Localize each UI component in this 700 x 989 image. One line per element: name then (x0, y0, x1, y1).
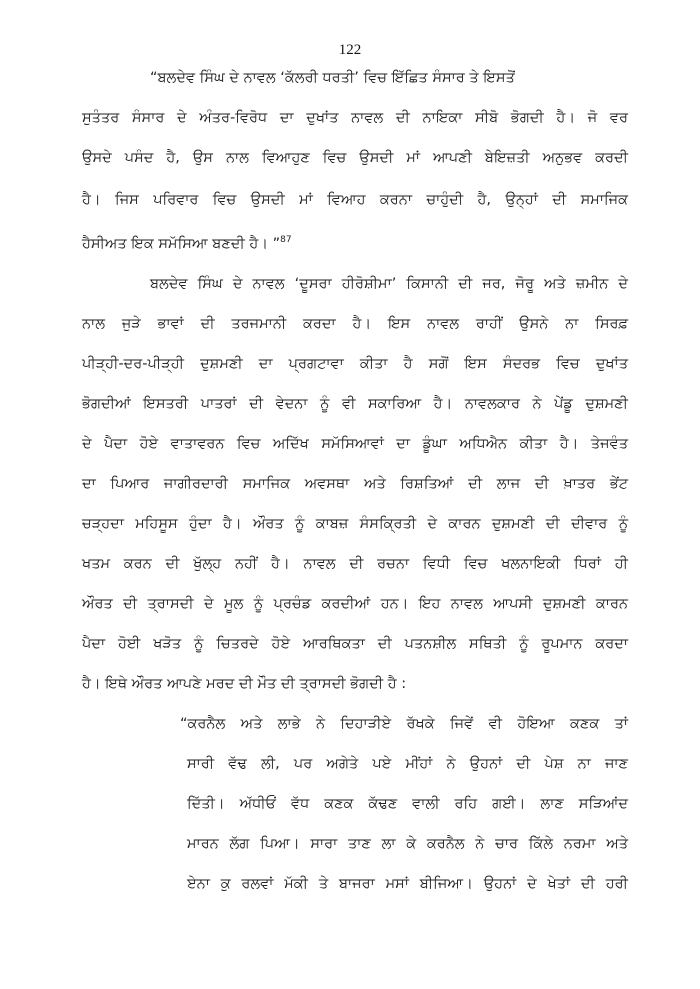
text-line: ਪੈਦਾ ਹੋਈ ਖੜੋਤ ਨੂੰ ਚਿਤਰਦੇ ਹੋਏ ਆਰਥਿਕਤਾ ਦੀ ਪਤਨਸ਼ੀਲ ਸਥਿਤੀ ਨੂੰ ਰੂਪਮਾਨ ਕਰਦਾ (82, 636, 628, 652)
text-line: ਬਲਦੇਵ ਸਿੰਘ ਦੇ ਨਾਵਲ ‘ਦੂਸਰਾ ਹੀਰੋਸ਼ੀਮਾ’ ਕਿਸਾਨੀ ਦੀ ਜਰ, ਜੋਰੂ ਅਤੇ ਜ਼ਮੀਨ ਦੇ (150, 276, 628, 292)
footnote-ref: 87 (280, 235, 292, 245)
text-line: ਦਿੱਤੀ। ਅੱਧੀਓਂ ਵੱਧ ਕਣਕ ਕੱਢਣ ਵਾਲੀ ਰਹਿ ਗਈ। ਲਾਣ ਸੜਿਆਂਦ (187, 796, 628, 812)
text-line: ਪੀੜ੍ਹੀ-ਦਰ-ਪੀੜ੍ਹੀ ਦੁਸ਼ਮਣੀ ਦਾ ਪ੍ਰਗਟਾਵਾ ਕੀਤਾ ਹੈ ਸਗੋਂ ਇਸ ਸੰਦਰਭ ਵਿਚ ਦੁਖਾਂਤ (82, 356, 628, 372)
text-line: ਔਰਤ ਦੀ ਤ੍ਰਾਸਦੀ ਦੇ ਮੂਲ ਨੂੰ ਪ੍ਰਚੰਡ ਕਰਦੀਆਂ ਹਨ। ਇਹ ਨਾਵਲ ਆਪਸੀ ਦੁਸ਼ਮਣੀ ਕਾਰਨ (82, 596, 628, 612)
text-line: ਹੈ। ਇਥੇ ਔਰਤ ਆਪਣੇ ਮਰਦ ਦੀ ਮੌਤ ਦੀ ਤ੍ਰਾਸਦੀ ਭੋਗਦੀ ਹੈ : (82, 676, 407, 692)
text-line: ਖਤਮ ਕਰਨ ਦੀ ਖੁੱਲ੍ਹ ਨਹੀਂ ਹੈ। ਨਾਵਲ ਦੀ ਰਚਨਾ ਵਿਧੀ ਵਿਚ ਖਲਨਾਇਕੀ ਧਿਰਾਂ ਹੀ (82, 556, 628, 572)
text-line: ਭੋਗਦੀਆਂ ਇਸਤਰੀ ਪਾਤਰਾਂ ਦੀ ਵੇਦਨਾ ਨੂੰ ਵੀ ਸਕਾਰਿਆ ਹੈ। ਨਾਵਲਕਾਰ ਨੇ ਪੇਂਡੂ ਦੁਸ਼ਮਣੀ (82, 396, 628, 412)
text-line: ਦੇ ਪੈਦਾ ਹੋਏ ਵਾਤਾਵਰਨ ਵਿਚ ਅਦਿੱਖ ਸਮੱਸਿਆਵਾਂ ਦਾ ਡੂੰਘਾ ਅਧਿਐਨ ਕੀਤਾ ਹੈ। ਤੇਜਵੰਤ (82, 436, 628, 452)
text-line: ਸਾਰੀ ਵੱਢ ਲੀ, ਪਰ ਅਗੇਤੇ ਪਏ ਮੀਂਹਾਂ ਨੇ ਉਹਨਾਂ ਦੀ ਪੇਸ਼ ਨਾ ਜਾਣ (187, 756, 628, 772)
text-line: “ਬਲਦੇਵ ਸਿੰਘ ਦੇ ਨਾਵਲ ‘ਕੱਲਰੀ ਧਰਤੀ’ ਵਿਚ ਇੱਛਿਤ ਸੰਸਾਰ ਤੇ ਇਸਤੋਂ (150, 70, 515, 86)
text-line: ਹੈ। ਜਿਸ ਪਰਿਵਾਰ ਵਿਚ ਉਸਦੀ ਮਾਂ ਵਿਆਹ ਕਰਨਾ ਚਾਹੁੰਦੀ ਹੈ, ਉਨ੍ਹਾਂ ਦੀ ਸਮਾਜਿਕ (82, 192, 628, 208)
text-line: ਮਾਰਨ ਲੱਗ ਪਿਆ। ਸਾਰਾ ਤਾਣ ਲਾ ਕੇ ਕਰਨੈਲ ਨੇ ਚਾਰ ਕਿੱਲੇ ਨਰਮਾ ਅਤੇ (187, 836, 628, 852)
text-line: ਏਨਾ ਕੁ ਰਲਵਾਂ ਮੱਕੀ ਤੇ ਬਾਜਰਾ ਮਸਾਂ ਬੀਜਿਆ। ਉਹਨਾਂ ਦੇ ਖੇਤਾਂ ਦੀ ਹਰੀ (187, 876, 628, 892)
text-line: ਸੁਤੰਤਰ ਸੰਸਾਰ ਦੇ ਅੰਤਰ-ਵਿਰੋਧ ਦਾ ਦੁਖਾਂਤ ਨਾਵਲ ਦੀ ਨਾਇਕਾ ਸੀਬੋ ਭੋਗਦੀ ਹੈ। ਜੋ ਵਰ (82, 110, 628, 126)
text-line: “ਕਰਨੈਲ ਅਤੇ ਲਾਭੇ ਨੇ ਦਿਹਾੜੀਏ ਰੱਖਕੇ ਜਿਵੇਂ ਵੀ ਹੋਇਆ ਕਣਕ ਤਾਂ (180, 716, 628, 732)
text-line: ਹੈਸੀਅਤ ਇਕ ਸਮੱਸਿਆ ਬਣਦੀ ਹੈ। ” (82, 236, 281, 252)
text-line: ਚੜ੍ਹਦਾ ਮਹਿਸੂਸ ਹੁੰਦਾ ਹੈ। ਔਰਤ ਨੂੰ ਕਾਬਜ਼ ਸੰਸਕ੍ਰਿਤੀ ਦੇ ਕਾਰਨ ਦੁਸ਼ਮਣੀ ਦੀ ਦੀਵਾਰ ਨੂੰ (82, 516, 628, 532)
page-number: 122 (338, 42, 362, 58)
text-line-last (82, 230, 292, 254)
text-line: ਉਸਦੇ ਪਸੰਦ ਹੈ, ਉਸ ਨਾਲ ਵਿਆਹੁਣ ਵਿਚ ਉਸਦੀ ਮਾਂ ਆਪਣੀ ਬੇਇਜ਼ਤੀ ਅਨੁਭਵ ਕਰਦੀ (82, 150, 628, 166)
text-line: ਨਾਲ ਜੁੜੇ ਭਾਵਾਂ ਦੀ ਤਰਜਮਾਨੀ ਕਰਦਾ ਹੈ। ਇਸ ਨਾਵਲ ਰਾਹੀਂ ਉਸਨੇ ਨਾ ਸਿਰਫ਼ (82, 316, 628, 332)
text-line: ਦਾ ਪਿਆਰ ਜਾਗੀਰਦਾਰੀ ਸਮਾਜਿਕ ਅਵਸਥਾ ਅਤੇ ਰਿਸ਼ਤਿਆਂ ਦੀ ਲਾਜ ਦੀ ਖ਼ਾਤਰ ਭੇਂਟ (82, 476, 628, 492)
